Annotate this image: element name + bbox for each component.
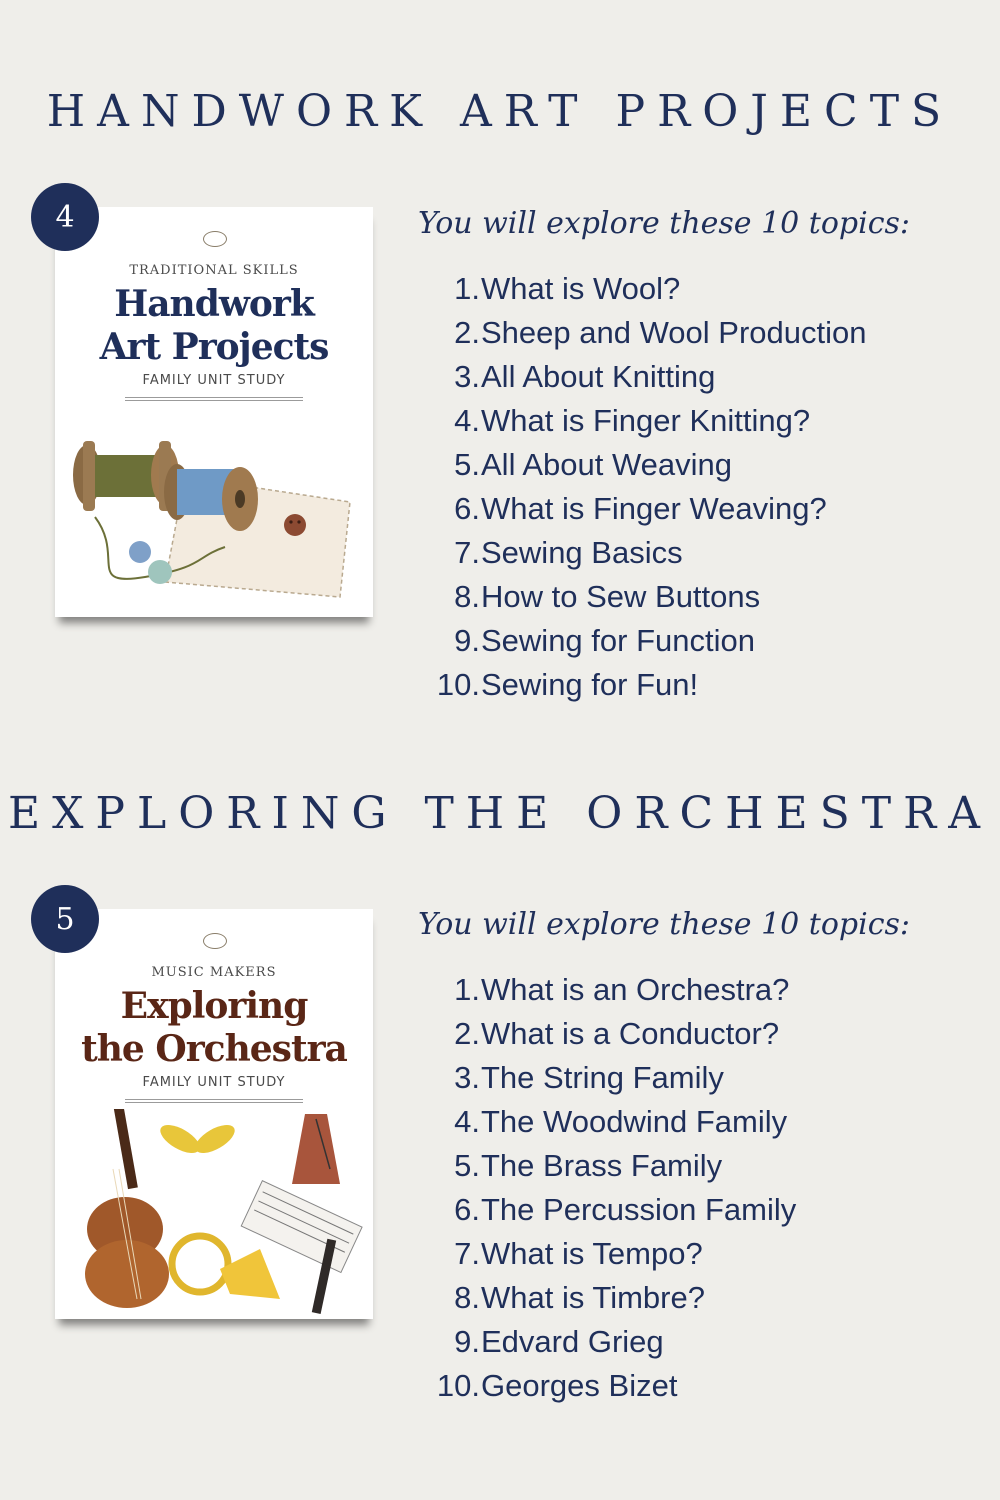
cover-credits	[125, 1099, 303, 1103]
cover-title-line: Handwork	[114, 283, 314, 325]
cover-subtitle: FAMILY UNIT STUDY	[142, 1075, 286, 1090]
cover-kicker: TRADITIONAL SKILLS	[129, 263, 299, 278]
topics-intro: You will explore these 10 topics:	[418, 206, 911, 241]
list-item	[420, 1188, 796, 1232]
list-number: 10.	[436, 1368, 480, 1403]
list-item	[420, 619, 866, 663]
list-item	[420, 311, 866, 355]
list-number: 6.	[454, 1192, 480, 1227]
list-text: What is Timbre?	[481, 1280, 705, 1315]
list-item	[420, 1100, 796, 1144]
list-text: What is Wool?	[481, 271, 681, 306]
list-number: 7.	[454, 1236, 480, 1271]
list-text: How to Sew Buttons	[481, 579, 761, 614]
thread-spools-icon	[55, 407, 373, 617]
list-item	[420, 399, 866, 443]
list-number: 6.	[454, 491, 480, 526]
list-item	[420, 1364, 796, 1408]
list-number: 8.	[454, 1280, 480, 1315]
list-text: The Woodwind Family	[481, 1104, 788, 1139]
book-cover-orchestra[interactable]	[55, 909, 373, 1319]
cover-subtitle: FAMILY UNIT STUDY	[142, 373, 286, 388]
list-item	[420, 1320, 796, 1364]
list-item	[420, 1012, 796, 1056]
list-number: 9.	[454, 1324, 480, 1359]
section-title-handwork: HANDWORK ART PROJECTS	[46, 86, 954, 137]
list-item	[420, 487, 866, 531]
list-text: The String Family	[481, 1060, 724, 1095]
cover-credits	[125, 397, 303, 401]
list-text: Georges Bizet	[481, 1368, 678, 1403]
topics-intro: You will explore these 10 topics:	[418, 907, 911, 942]
list-text: What is a Conductor?	[481, 1016, 780, 1051]
list-text: Sheep and Wool Production	[481, 315, 867, 350]
list-item	[420, 575, 866, 619]
list-number: 5.	[454, 447, 480, 482]
orchestra-instruments-icon	[55, 1109, 373, 1319]
list-number: 10.	[436, 667, 480, 702]
list-text: Sewing for Function	[481, 623, 755, 658]
list-item	[420, 355, 866, 399]
list-item	[420, 663, 866, 707]
list-text: All About Knitting	[481, 359, 716, 394]
list-text: What is Finger Weaving?	[481, 491, 827, 526]
list-number: 3.	[454, 1060, 480, 1095]
publisher-logo-icon	[203, 231, 227, 247]
list-text: What is Tempo?	[481, 1236, 703, 1271]
topics-list-orchestra	[420, 968, 796, 1408]
list-item	[420, 267, 866, 311]
list-item	[420, 531, 866, 575]
cover-title-line: Art Projects	[99, 326, 329, 368]
list-item	[420, 968, 796, 1012]
list-text: Sewing for Fun!	[481, 667, 699, 702]
topics-list-handwork	[420, 267, 866, 707]
list-text: What is an Orchestra?	[481, 972, 790, 1007]
list-item	[420, 1232, 796, 1276]
cover-kicker: MUSIC MAKERS	[151, 965, 277, 980]
book-cover-handwork[interactable]	[55, 207, 373, 617]
list-text: Edvard Grieg	[481, 1324, 664, 1359]
cover-title-line: the Orchestra	[81, 1028, 347, 1070]
list-number: 4.	[454, 1104, 480, 1139]
section-title-orchestra: EXPLORING THE ORCHESTRA	[7, 788, 993, 839]
list-item	[420, 443, 866, 487]
publisher-logo-icon	[203, 933, 227, 949]
cover-title	[55, 283, 373, 369]
number-badge: 5	[31, 885, 99, 953]
cover-title	[55, 985, 373, 1071]
list-text: What is Finger Knitting?	[481, 403, 811, 438]
list-number: 2.	[454, 315, 480, 350]
list-number: 9.	[454, 623, 480, 658]
list-number: 8.	[454, 579, 480, 614]
list-text: All About Weaving	[481, 447, 733, 482]
list-number: 2.	[454, 1016, 480, 1051]
list-text: Sewing Basics	[481, 535, 683, 570]
list-item	[420, 1276, 796, 1320]
list-number: 4.	[454, 403, 480, 438]
list-number: 1.	[454, 271, 480, 306]
list-number: 1.	[454, 972, 480, 1007]
list-number: 3.	[454, 359, 480, 394]
list-number: 7.	[454, 535, 480, 570]
list-item	[420, 1056, 796, 1100]
list-text: The Percussion Family	[481, 1192, 797, 1227]
cover-title-line: Exploring	[120, 985, 308, 1027]
list-text: The Brass Family	[481, 1148, 723, 1183]
list-number: 5.	[454, 1148, 480, 1183]
list-item	[420, 1144, 796, 1188]
number-badge: 4	[31, 183, 99, 251]
